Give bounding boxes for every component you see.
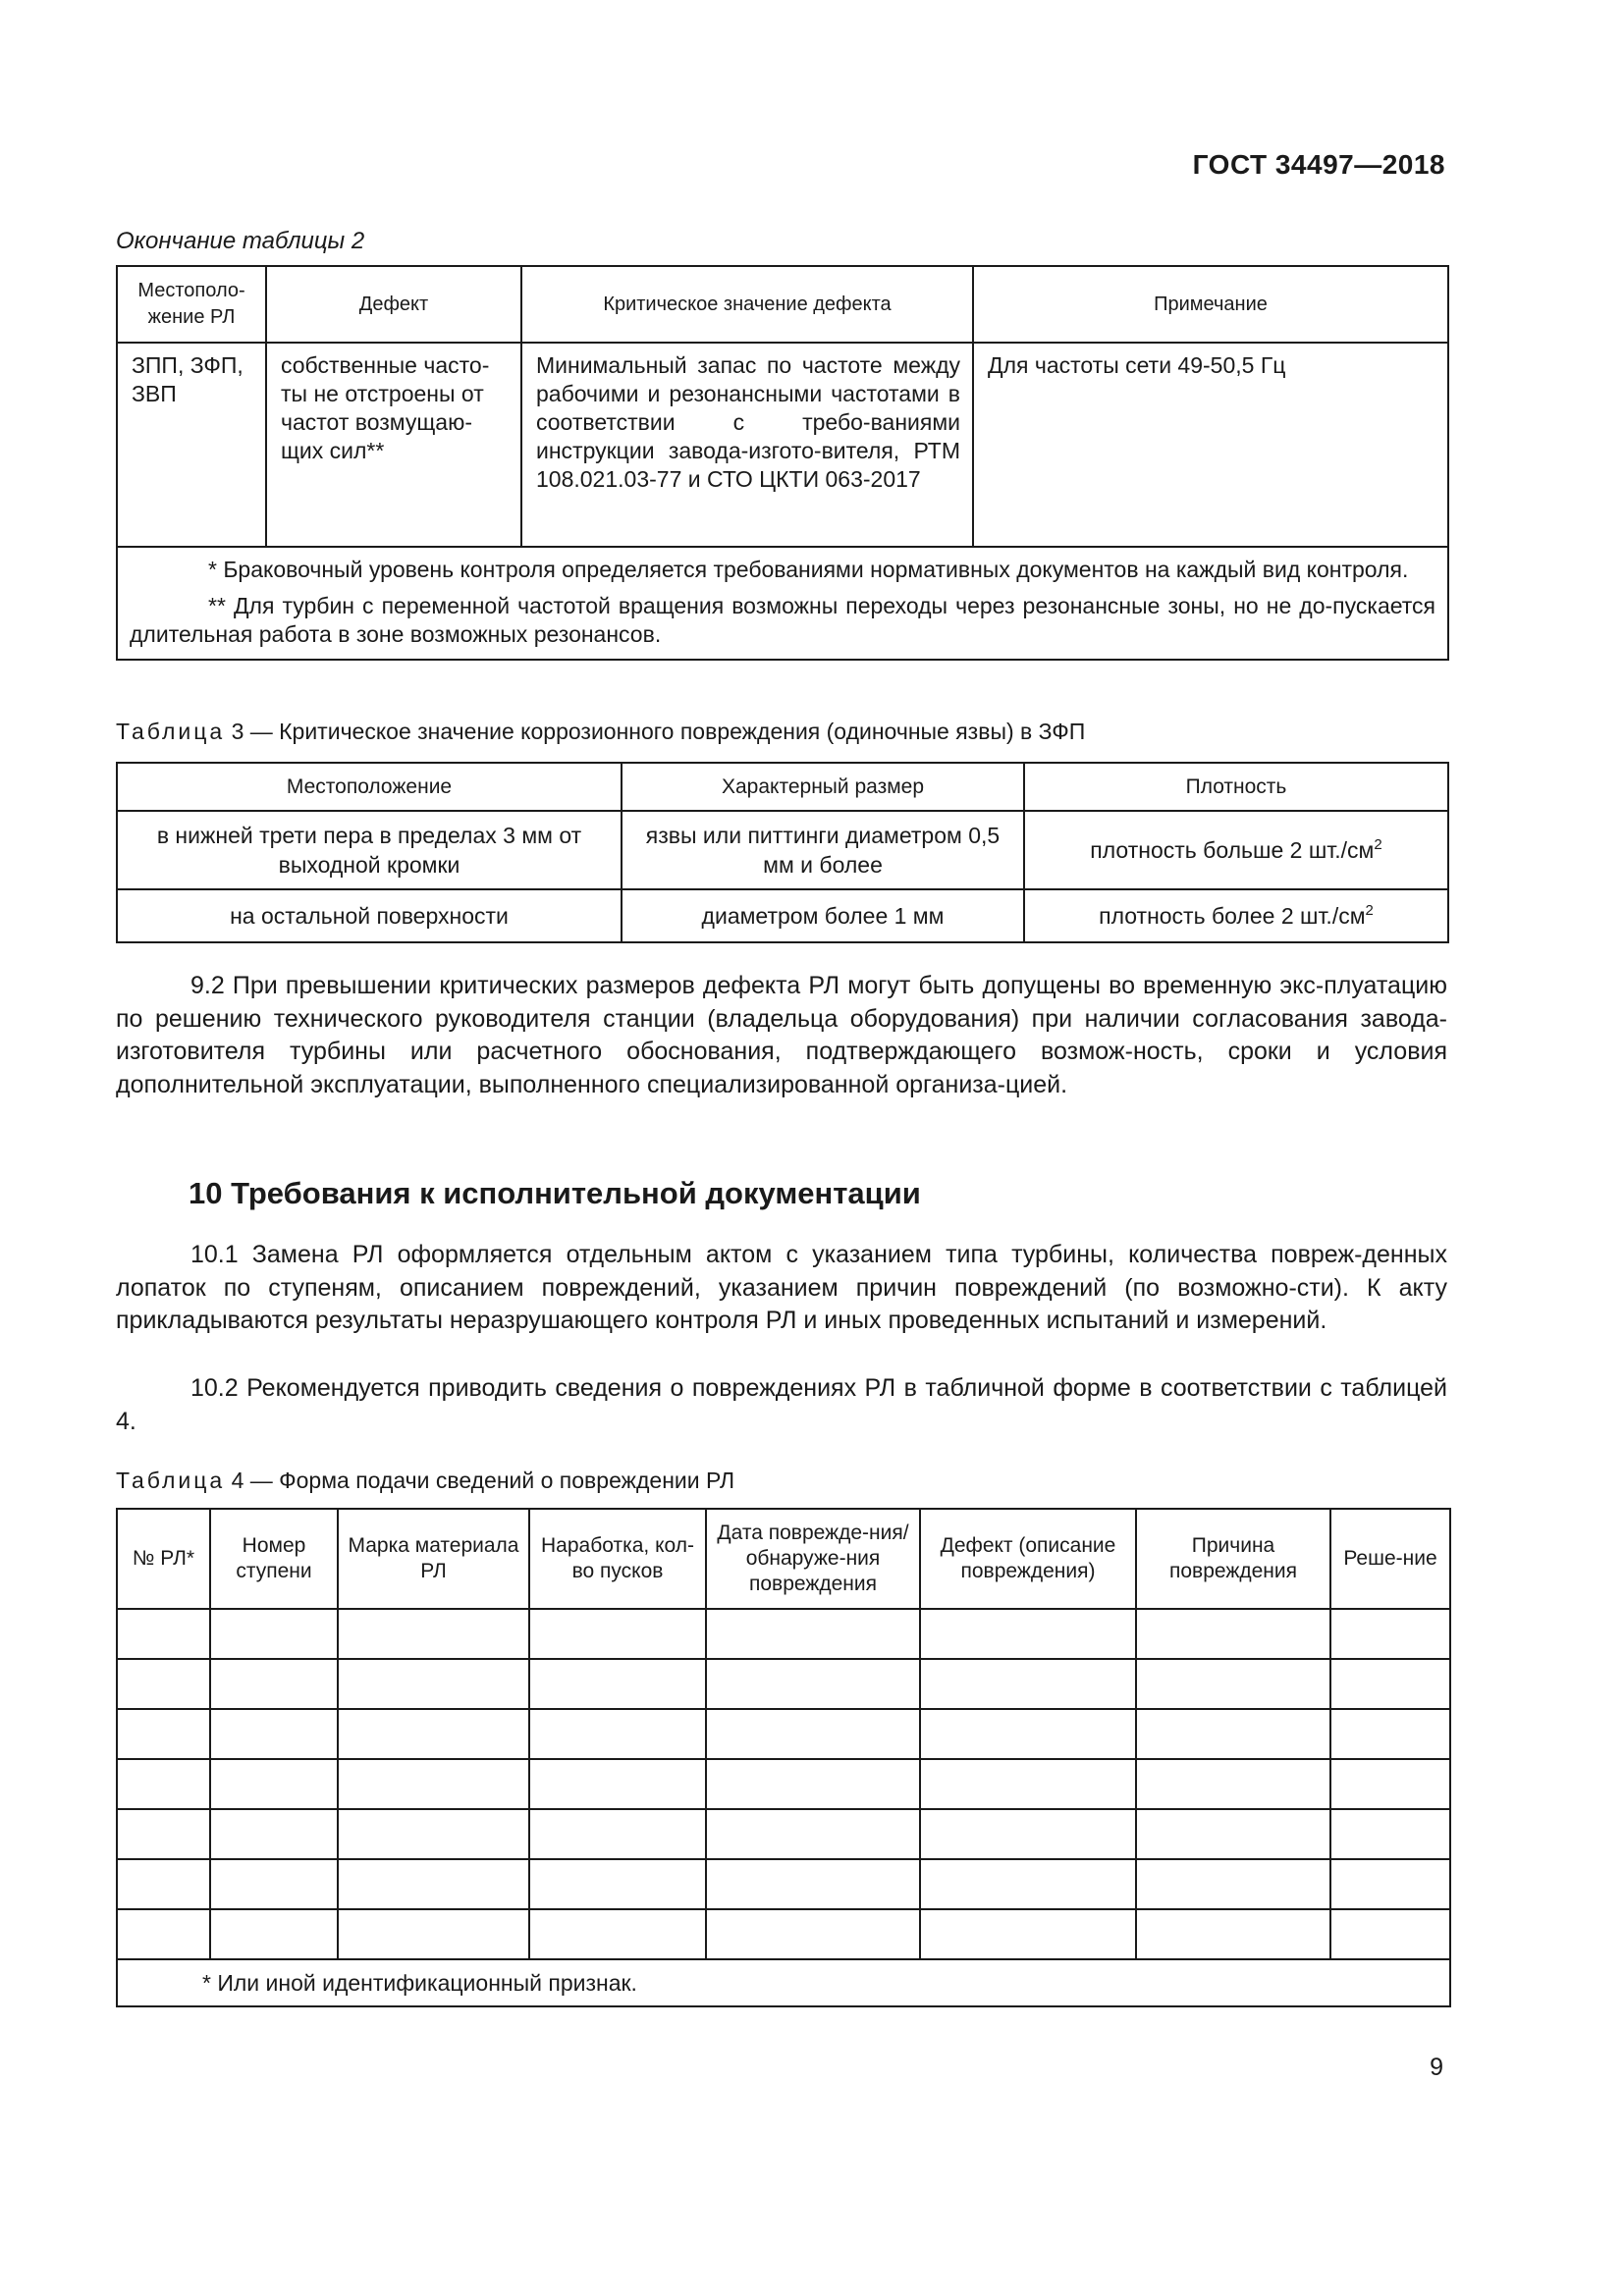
table-row bbox=[117, 1709, 1450, 1759]
superscript: 2 bbox=[1374, 836, 1382, 853]
table-row bbox=[117, 1759, 1450, 1809]
density-text: плотность больше 2 шт./см bbox=[1090, 837, 1375, 863]
empty-cell bbox=[529, 1759, 706, 1809]
header-cell: Характерный размер bbox=[622, 763, 1024, 811]
empty-cell bbox=[1136, 1609, 1330, 1659]
empty-cell bbox=[706, 1859, 920, 1909]
superscript: 2 bbox=[1365, 902, 1374, 919]
header-cell: Марка материала РЛ bbox=[338, 1509, 529, 1609]
table-body bbox=[117, 1609, 1450, 1959]
empty-cell bbox=[210, 1659, 338, 1709]
footnotes-cell bbox=[117, 547, 1448, 660]
critical-value-cell: Минимальный запас по частоте между рабочими и резонансными частотами в соответствии с требо-ваниями инструкции завода-изгото-вителя, РТМ 108.021.03-77 и СТО ЦКТИ 063-2017 bbox=[521, 343, 973, 547]
table2-caption: Окончание таблицы 2 bbox=[116, 228, 365, 254]
table-cell: диаметром более 1 мм bbox=[622, 889, 1024, 942]
empty-cell bbox=[338, 1609, 529, 1659]
empty-cell bbox=[920, 1709, 1136, 1759]
header-cell: Номер ступени bbox=[210, 1509, 338, 1609]
paragraph-10-1: 10.1 Замена РЛ оформляется отдельным актом с указанием типа турбины, количества повреж-денных лопаток по ступеням, описанием повреждений, указанием причин повреждений (по возможно-сти). К акту прикладываются результаты неразрушающего контроля РЛ и иных проведенных испытаний и измерений. bbox=[116, 1241, 1447, 1334]
empty-cell bbox=[529, 1859, 706, 1909]
table-row bbox=[117, 811, 1448, 889]
caption-word: Таблица bbox=[116, 1468, 226, 1493]
empty-cell bbox=[706, 1709, 920, 1759]
empty-cell bbox=[1330, 1609, 1450, 1659]
header-cell: Реше-ние bbox=[1330, 1509, 1450, 1609]
empty-cell bbox=[1330, 1759, 1450, 1809]
empty-cell bbox=[117, 1709, 210, 1759]
header-cell: Дефект (описание повреждения) bbox=[920, 1509, 1136, 1609]
empty-cell bbox=[117, 1659, 210, 1709]
empty-cell bbox=[117, 1859, 210, 1909]
empty-cell bbox=[920, 1859, 1136, 1909]
table-row bbox=[117, 1909, 1450, 1959]
table-header-row bbox=[117, 1509, 1450, 1609]
empty-cell bbox=[920, 1609, 1136, 1659]
empty-cell bbox=[1136, 1909, 1330, 1959]
table-row bbox=[117, 1859, 1450, 1909]
empty-cell bbox=[529, 1809, 706, 1859]
density-text: плотность более 2 шт./см bbox=[1099, 903, 1366, 929]
empty-cell bbox=[210, 1809, 338, 1859]
empty-cell bbox=[210, 1609, 338, 1659]
table-4-form bbox=[116, 1508, 1451, 2007]
empty-cell bbox=[210, 1759, 338, 1809]
empty-cell bbox=[706, 1759, 920, 1809]
table-footnotes-row bbox=[117, 547, 1448, 660]
note-cell: Для частоты сети 49-50,5 Гц bbox=[973, 343, 1448, 547]
empty-cell bbox=[706, 1659, 920, 1709]
empty-cell bbox=[338, 1859, 529, 1909]
paragraph-9-2: 9.2 При превышении критических размеров дефекта РЛ могут быть допущены во временную экс-плуатацию по решению технического руководителя станции (владельца оборудования) при наличии согласования завода-изготовителя турбины или расчетного обоснования, подтверждающего возмож-ность, сроки и условия дополнительной эксплуатации, выполненного специализированной организа-цией. bbox=[116, 972, 1447, 1098]
table-cell: на остальной поверхности bbox=[117, 889, 622, 942]
empty-cell bbox=[1136, 1709, 1330, 1759]
empty-cell bbox=[529, 1659, 706, 1709]
table-footnote-row bbox=[117, 1959, 1450, 2006]
document-number: ГОСТ 34497—2018 bbox=[1192, 149, 1445, 180]
empty-cell bbox=[920, 1809, 1136, 1859]
empty-cell bbox=[529, 1609, 706, 1659]
empty-cell bbox=[117, 1759, 210, 1809]
empty-cell bbox=[1136, 1659, 1330, 1709]
header-cell: № РЛ* bbox=[117, 1509, 210, 1609]
table4-caption bbox=[116, 1468, 734, 1494]
table-row bbox=[117, 1609, 1450, 1659]
table-cell: язвы или питтинги диаметром 0,5 мм и более bbox=[622, 811, 1024, 889]
table-row bbox=[117, 889, 1448, 942]
table-row bbox=[117, 1659, 1450, 1709]
header-cell: Местоположение bbox=[117, 763, 622, 811]
defect-cell: собственные часто-ты не отстроены от частот возмущаю-щих сил** bbox=[266, 343, 521, 547]
empty-cell bbox=[1136, 1759, 1330, 1809]
footnote: * Или иной идентификационный признак. bbox=[117, 1959, 1450, 2006]
footnote: * Браковочный уровень контроля определяется требованиями нормативных документов на каждый вид контроля. bbox=[208, 557, 1409, 582]
empty-cell bbox=[529, 1709, 706, 1759]
empty-cell bbox=[1330, 1809, 1450, 1859]
empty-cell bbox=[920, 1759, 1136, 1809]
empty-cell bbox=[1136, 1809, 1330, 1859]
table3-caption bbox=[116, 719, 1085, 745]
empty-cell bbox=[338, 1659, 529, 1709]
location-cell: ЗПП, ЗФП, ЗВП bbox=[117, 343, 266, 547]
empty-cell bbox=[920, 1659, 1136, 1709]
empty-cell bbox=[706, 1809, 920, 1859]
empty-cell bbox=[117, 1909, 210, 1959]
header-cell: Местополо-жение РЛ bbox=[117, 266, 266, 343]
header-cell: Дефект bbox=[266, 266, 521, 343]
empty-cell bbox=[210, 1859, 338, 1909]
table-row bbox=[117, 343, 1448, 547]
empty-cell bbox=[210, 1909, 338, 1959]
header-cell: Плотность bbox=[1024, 763, 1448, 811]
section-10-title: 10 Требования к исполнительной документации bbox=[189, 1176, 921, 1210]
table-row bbox=[117, 1809, 1450, 1859]
empty-cell bbox=[1330, 1659, 1450, 1709]
table-2-end bbox=[116, 265, 1449, 661]
table-header-row bbox=[117, 266, 1448, 343]
empty-cell bbox=[117, 1809, 210, 1859]
header-cell: Дата поврежде-ния/ обнаруже-ния повреждения bbox=[706, 1509, 920, 1609]
empty-cell bbox=[706, 1609, 920, 1659]
table-3 bbox=[116, 762, 1449, 943]
footnote: ** Для турбин с переменной частотой вращения возможны переходы через резонансные зоны, но не до-пускается длительная работа в зоне возможных резонансов. bbox=[130, 593, 1435, 647]
empty-cell bbox=[920, 1909, 1136, 1959]
caption-text: 3 — Критическое значение коррозионного повреждения (одиночные язвы) в ЗФП bbox=[225, 719, 1086, 744]
page-number: 9 bbox=[1430, 2054, 1443, 2081]
header-cell: Критическое значение дефекта bbox=[521, 266, 973, 343]
empty-cell bbox=[1330, 1909, 1450, 1959]
header-cell: Наработка, кол-во пусков bbox=[529, 1509, 706, 1609]
table-header-row bbox=[117, 763, 1448, 811]
empty-cell bbox=[338, 1759, 529, 1809]
header-cell: Примечание bbox=[973, 266, 1448, 343]
header-cell: Причина повреждения bbox=[1136, 1509, 1330, 1609]
empty-cell bbox=[338, 1709, 529, 1759]
table-cell: в нижней трети пера в пределах 3 мм от выходной кромки bbox=[117, 811, 622, 889]
empty-cell bbox=[338, 1909, 529, 1959]
caption-text: 4 — Форма подачи сведений о повреждении РЛ bbox=[225, 1468, 735, 1493]
paragraph-10-2: 10.2 Рекомендуется приводить сведения о повреждениях РЛ в табличной форме в соответствии с таблицей 4. bbox=[116, 1374, 1447, 1435]
empty-cell bbox=[1136, 1859, 1330, 1909]
density-cell bbox=[1024, 811, 1448, 889]
empty-cell bbox=[210, 1709, 338, 1759]
caption-word: Таблица bbox=[116, 719, 226, 744]
empty-cell bbox=[1330, 1709, 1450, 1759]
empty-cell bbox=[1330, 1859, 1450, 1909]
empty-cell bbox=[338, 1809, 529, 1859]
empty-cell bbox=[529, 1909, 706, 1959]
density-cell bbox=[1024, 889, 1448, 942]
empty-cell bbox=[117, 1609, 210, 1659]
empty-cell bbox=[706, 1909, 920, 1959]
